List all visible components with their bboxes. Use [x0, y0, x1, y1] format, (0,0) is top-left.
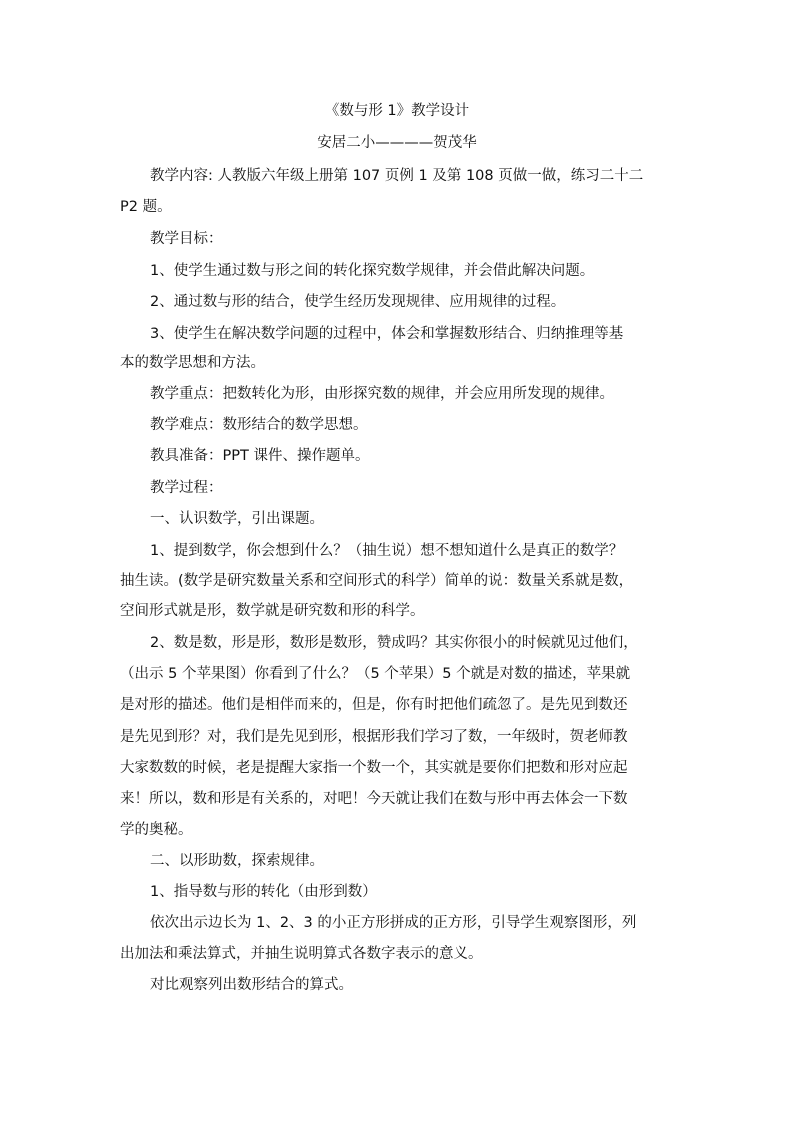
- paragraph-line: 一、认识数学，引出课题。: [150, 511, 324, 527]
- paragraph-line: 3、使学生在解决数学问题的过程中，体会和掌握数形结合、归纳推理等基: [150, 326, 624, 342]
- paragraph-line: 1、指导数与形的转化（由形到数）: [150, 884, 377, 900]
- paragraph-line: 教学内容: 人教版六年级上册第 107 页例 1 及第 108 页做一做，练习二十二: [150, 168, 644, 184]
- paragraph-line: 大家数数的时候，老是提醒大家指一个数一个，其实就是要你们把数和形对应起: [120, 760, 628, 776]
- paragraph-line: 教学目标：: [150, 231, 223, 247]
- paragraph-line: 2、通过数与形的结合，使学生经历发现规律、应用规律的过程。: [150, 294, 566, 310]
- paragraph-line: 2、数是数，形是形，数形是数形，赞成吗？其实你很小的时候就见过他们，: [150, 635, 638, 651]
- paragraph-line: 学的奥秘。: [120, 822, 193, 838]
- paragraph-line: 抽生读。(数学是研究数量关系和空间形式的科学）简单的说：数量关系就是数，: [120, 573, 634, 589]
- paragraph-line: 教学重点：把数转化为形，由形探究数的规律，并会应用所发现的规律。: [150, 386, 614, 402]
- paragraph-line: 1、使学生通过数与形之间的转化探究数学规律，并会借此解决问题。: [150, 263, 595, 279]
- paragraph-line: （出示 5 个苹果图）你看到了什么？（5 个苹果）5 个就是对数的描述，苹果就: [120, 666, 631, 682]
- paragraph-line: 来！所以，数和形是有关系的，对吧！今天就让我们在数与形中再去体会一下数: [120, 791, 628, 807]
- paragraph-line: 二、以形助数，探索规律。: [150, 853, 324, 869]
- paragraph-line: 空间形式就是形，数学就是研究数和形的科学。: [120, 603, 425, 619]
- document-author: 安居二小————贺茂华: [317, 135, 477, 151]
- paragraph-line: 出加法和乘法算式，并抽生说明算式各数字表示的意义。: [120, 946, 483, 962]
- paragraph-line: 教学难点：数形结合的数学思想。: [150, 417, 368, 433]
- paragraph-line: 教学过程：: [150, 480, 223, 496]
- paragraph-line: 对比观察列出数形结合的算式。: [150, 977, 353, 993]
- paragraph-line: 本的数学思想和方法。: [120, 355, 265, 371]
- paragraph-line: P2 题。: [120, 199, 172, 215]
- paragraph-line: 是先见到形？对，我们是先见到形，根据形我们学习了数，一年级时，贺老师教: [120, 729, 628, 745]
- paragraph-line: 教具准备：PPT 课件、操作题单。: [150, 448, 370, 464]
- paragraph-line: 1、提到数学，你会想到什么？（抽生说）想不想知道什么是真正的数学？: [150, 543, 624, 559]
- paragraph-line: 是对形的描述。他们是相伴而来的，但是，你有时把他们疏忽了。是先见到数还: [120, 697, 628, 713]
- paragraph-line: 依次出示边长为 1、2、3 的小正方形拼成的正方形，引导学生观察图形，列: [150, 915, 637, 931]
- document-title: 《数与形 1》教学设计: [324, 103, 470, 119]
